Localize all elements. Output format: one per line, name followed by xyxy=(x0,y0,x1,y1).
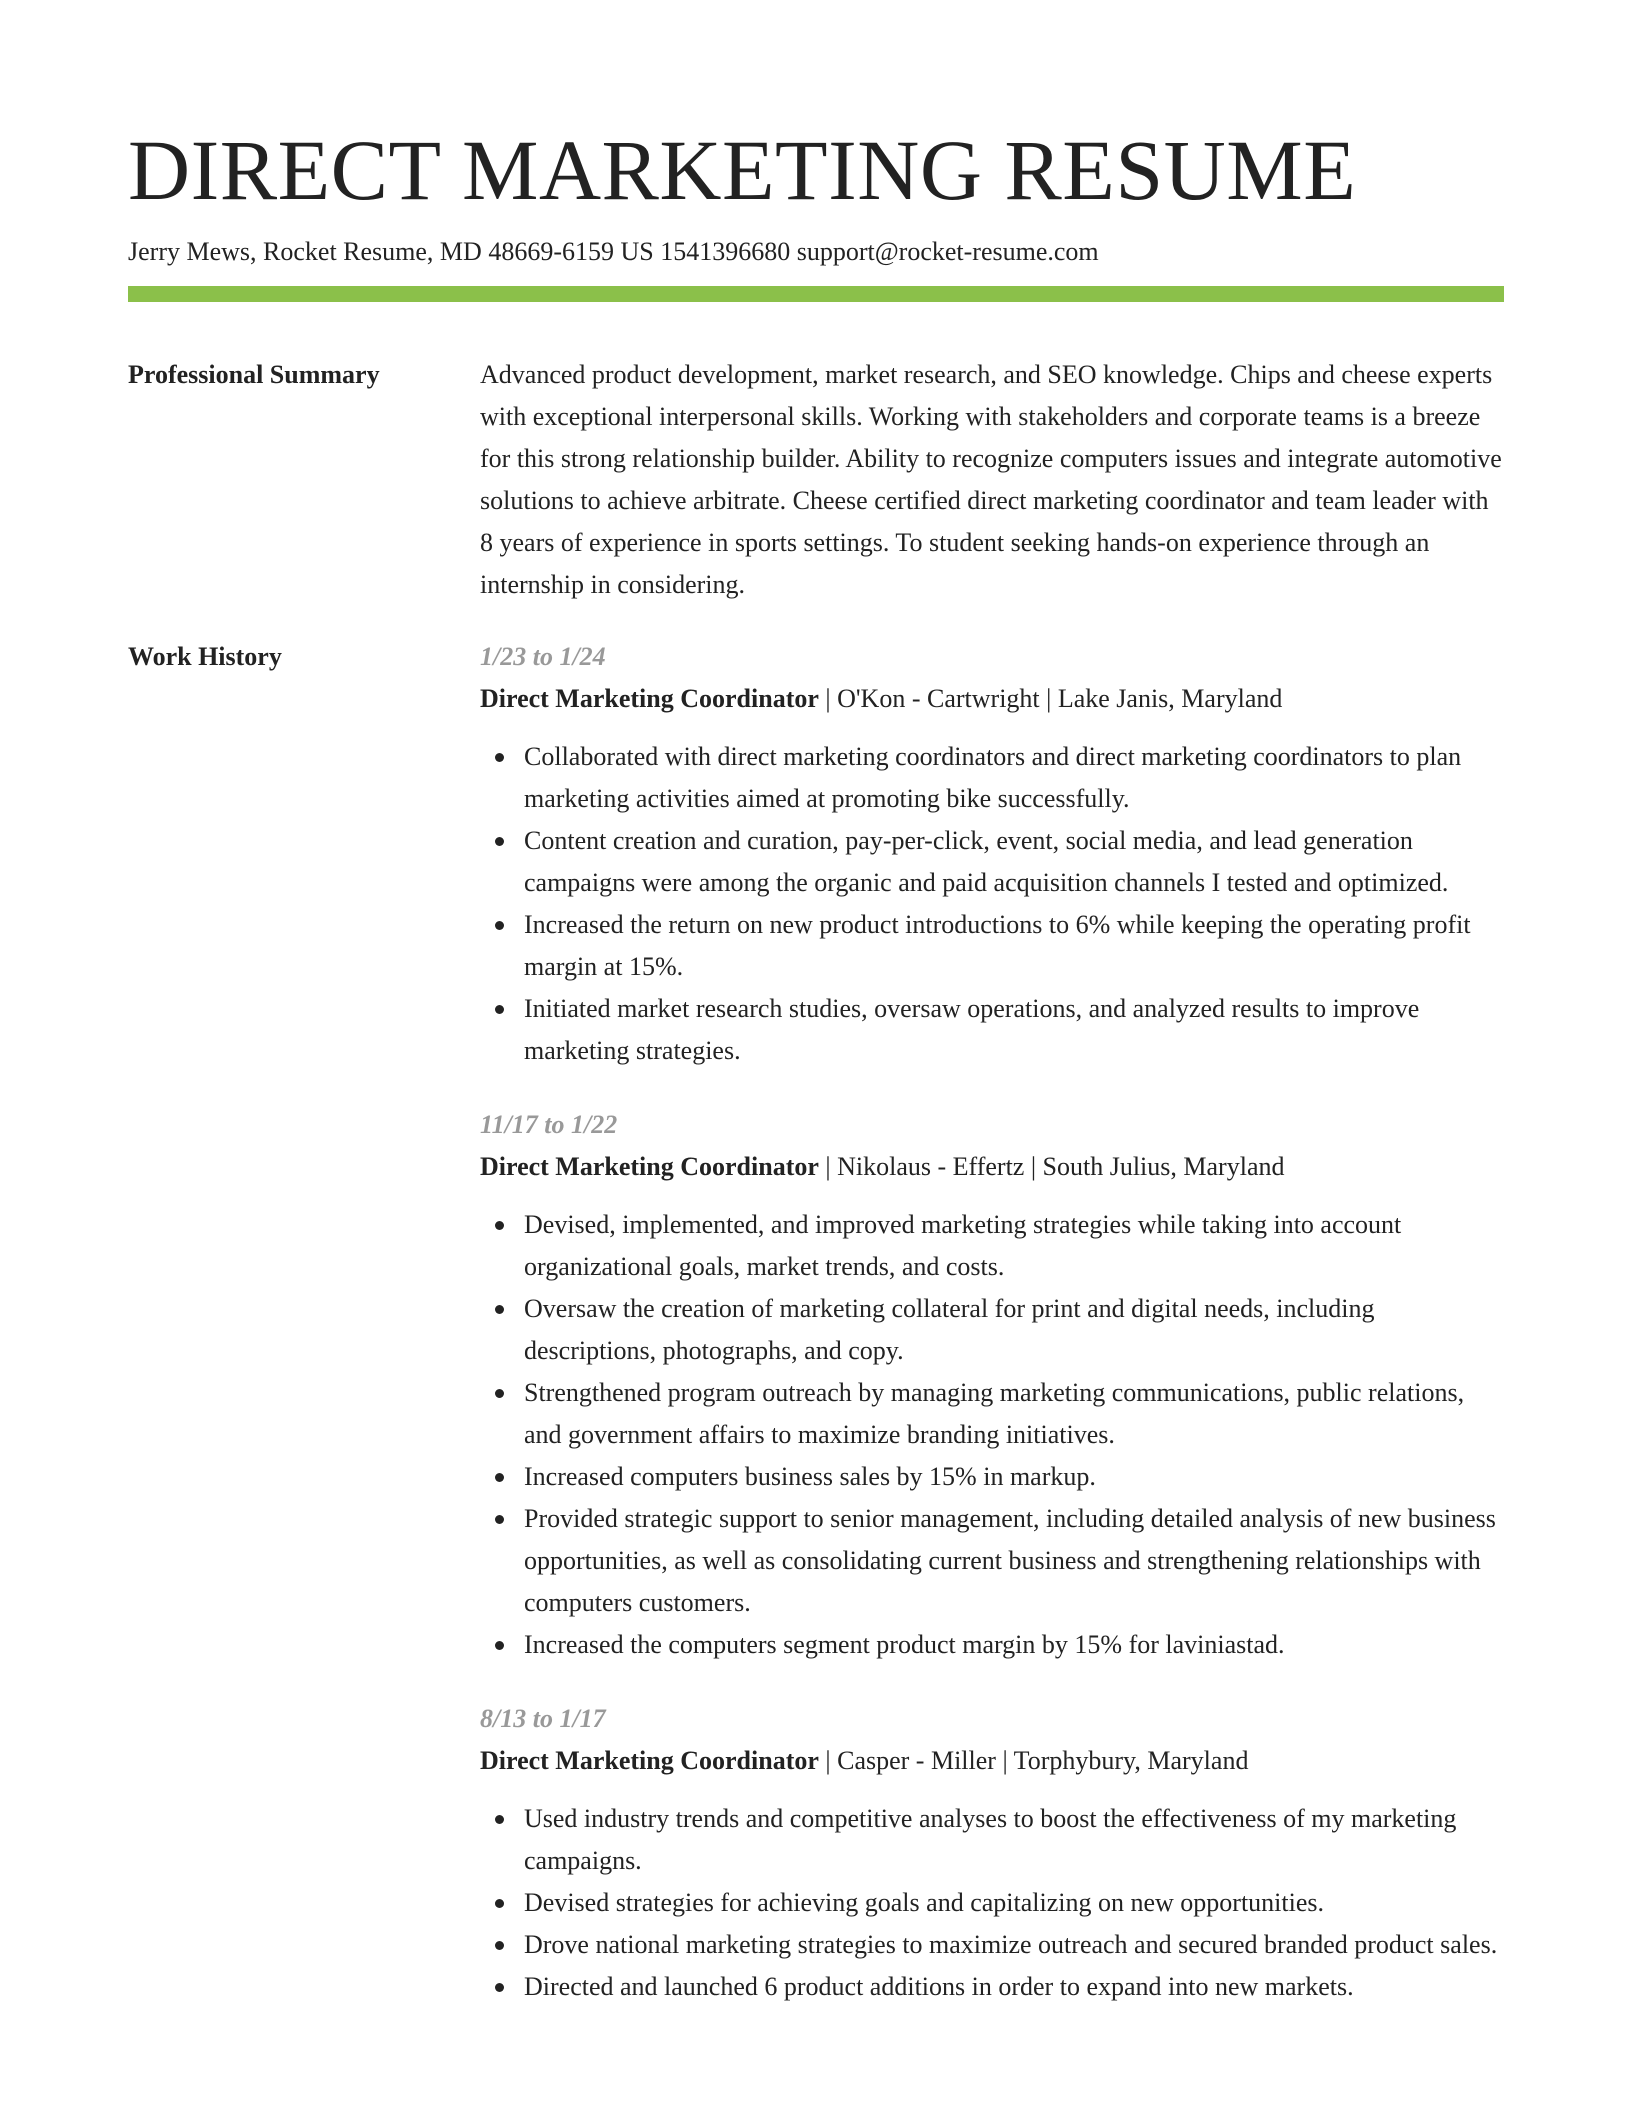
job-bullets xyxy=(480,736,1504,1072)
job-bullet: Collaborated with direct marketing coordinators and direct marketing coordinators to plan marketing activities aimed at promoting bike successfully. xyxy=(524,736,1504,820)
professional-summary-section xyxy=(128,354,1504,606)
job-bullets xyxy=(480,1204,1504,1666)
job-bullet: Strengthened program outreach by managing marketing communications, public relations, and government affairs to maximize branding initiatives. xyxy=(524,1372,1504,1456)
job-title-line xyxy=(480,1146,1504,1188)
job-details: | O'Kon - Cartwright | Lake Janis, Maryland xyxy=(818,684,1283,713)
job-bullet: Increased computers business sales by 15% in markup. xyxy=(524,1456,1504,1498)
job-entry xyxy=(480,1698,1504,2008)
summary-body xyxy=(480,354,1504,606)
job-title: Direct Marketing Coordinator xyxy=(480,1152,819,1181)
work-body xyxy=(480,636,1504,2040)
job-bullet: Initiated market research studies, oversaw operations, and analyzed results to improve marketing strategies. xyxy=(524,988,1504,1072)
section-heading-summary: Professional Summary xyxy=(128,360,380,389)
job-dates: 8/13 to 1/17 xyxy=(480,1704,606,1733)
job-entry xyxy=(480,1104,1504,1666)
job-title: Direct Marketing Coordinator xyxy=(480,1746,819,1775)
job-details: | Nikolaus - Effertz | South Julius, Maryland xyxy=(818,1152,1285,1181)
section-heading-work: Work History xyxy=(128,642,282,671)
job-bullet: Provided strategic support to senior management, including detailed analysis of new business opportunities, as well as consolidating current business and strengthening relationships with computers customers. xyxy=(524,1498,1504,1624)
job-entry xyxy=(480,636,1504,1072)
job-bullet: Drove national marketing strategies to maximize outreach and secured branded product sales. xyxy=(524,1924,1504,1966)
job-details: | Casper - Miller | Torphybury, Maryland xyxy=(818,1746,1249,1775)
job-bullet: Used industry trends and competitive analyses to boost the effectiveness of my marketing campaigns. xyxy=(524,1798,1504,1882)
job-bullet: Devised strategies for achieving goals and capitalizing on new opportunities. xyxy=(524,1882,1504,1924)
job-bullet: Oversaw the creation of marketing collateral for print and digital needs, including descriptions, photographs, and copy. xyxy=(524,1288,1504,1372)
job-title-line xyxy=(480,1740,1504,1782)
job-title: Direct Marketing Coordinator xyxy=(480,684,819,713)
summary-text: Advanced product development, market research, and SEO knowledge. Chips and cheese experts with exceptional interpersonal skills. Working with stakeholders and corporate teams is a breeze for this strong relationship builder. Ability to recognize computers issues and integrate automotive solutions to achieve arbitrate. Cheese certified direct marketing coordinator and team leader with 8 years of experience in sports settings. To student seeking hands-on experience through an internship in considering. xyxy=(480,360,1502,599)
resume-page xyxy=(128,118,1504,2040)
work-history-section xyxy=(128,636,1504,2040)
job-bullet: Content creation and curation, pay-per-click, event, social media, and lead generation campaigns were among the organic and paid acquisition channels I tested and optimized. xyxy=(524,820,1504,904)
job-bullet: Directed and launched 6 product additions in order to expand into new markets. xyxy=(524,1966,1504,2008)
job-bullet: Increased the computers segment product margin by 15% for laviniastad. xyxy=(524,1624,1504,1666)
job-title-line xyxy=(480,678,1504,720)
job-dates: 11/17 to 1/22 xyxy=(480,1110,618,1139)
job-bullet: Increased the return on new product introductions to 6% while keeping the operating profit margin at 15%. xyxy=(524,904,1504,988)
resume-title: DIRECT MARKETING RESUME xyxy=(128,122,1357,218)
job-dates: 1/23 to 1/24 xyxy=(480,642,606,671)
job-bullet: Devised, implemented, and improved marketing strategies while taking into account organizational goals, market trends, and costs. xyxy=(524,1204,1504,1288)
job-bullets xyxy=(480,1798,1504,2008)
header-divider xyxy=(128,286,1504,302)
contact-line: Jerry Mews, Rocket Resume, MD 48669-6159 US 1541396680 support@rocket-resume.com xyxy=(128,237,1099,266)
